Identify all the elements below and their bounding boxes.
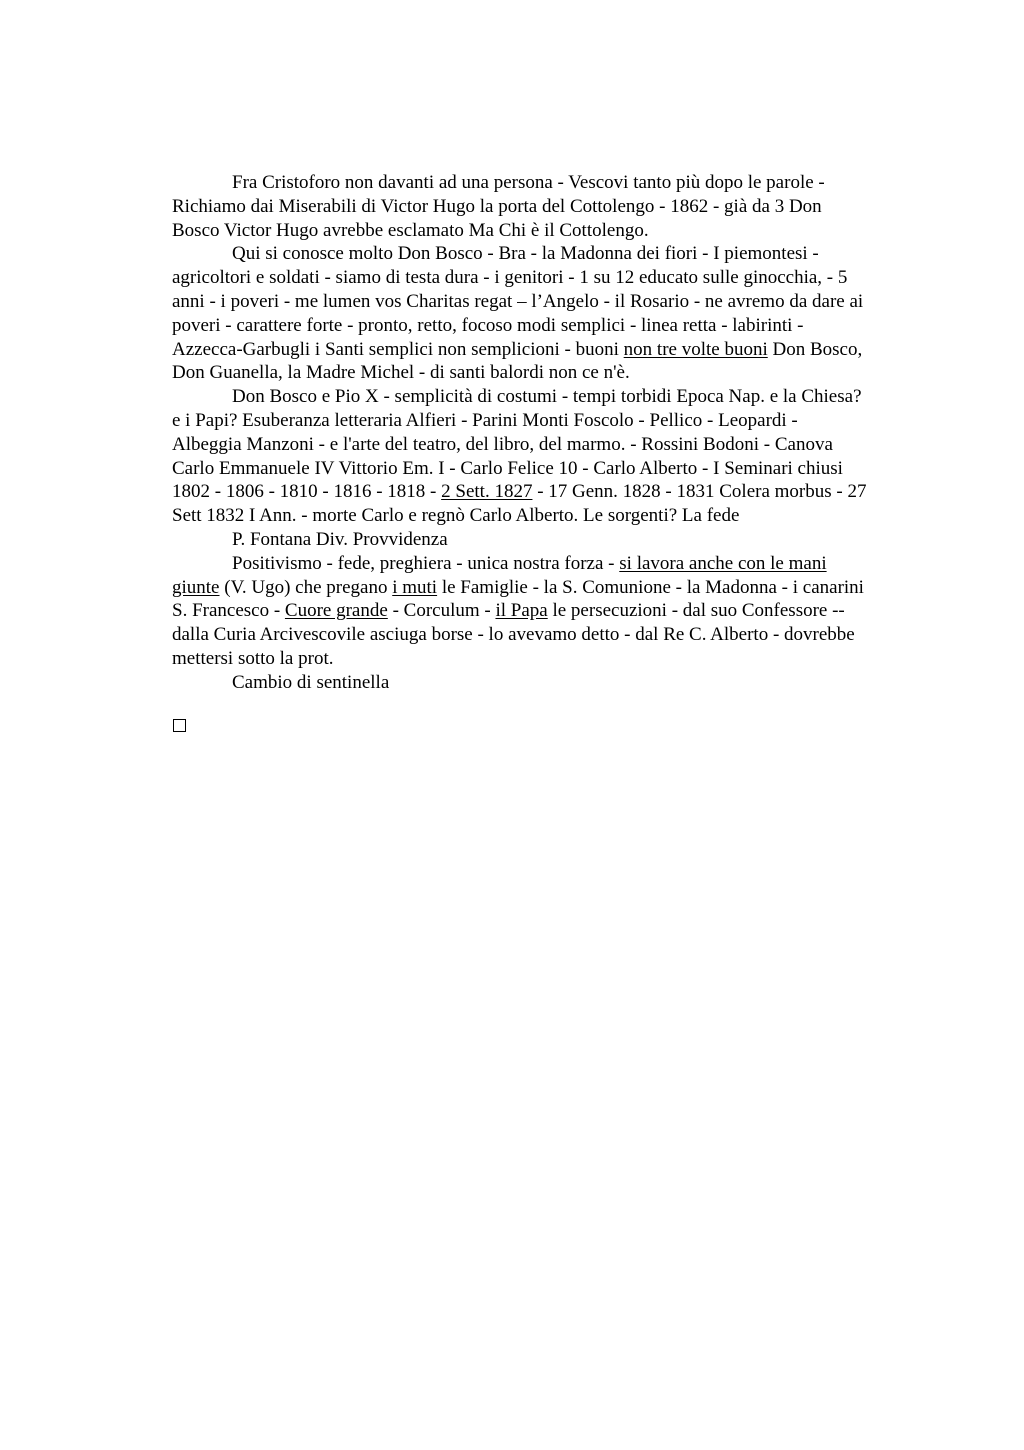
text-line [172,671,928,695]
text-segment: (V. Ugo) che pregano [219,576,393,598]
text-line [172,314,928,338]
text-segment: anni - i poveri - me lumen vos Charitas regat – l’Angelo - il Rosario - ne avremo da dare ai [172,290,864,312]
text-segment: Azzecca-Garbugli i Santi semplici non semplicioni - buoni [172,338,624,360]
text-segment: le persecuzioni - dal suo Confessore -- [547,600,845,622]
underlined-text: giunte [172,576,220,598]
document-text [172,171,928,695]
underlined-text: non tre volte buoni [623,338,768,360]
underlined-text: si lavora anche con le mani [619,552,827,574]
text-segment: dalla Curia Arcivescovile asciuga borse - lo avevamo detto - dal Re C. Alberto - dovrebbe [172,624,855,646]
text-segment: Fra Cristoforo non davanti ad una persona - Vescovi tanto più dopo le parole - [232,172,825,193]
text-segment: Cambio di sentinella [232,671,390,693]
paragraph [172,671,928,695]
text-segment: Positivismo - fede, preghiera - unica nostra forza - [232,552,620,574]
text-line [172,361,928,385]
text-segment: le Famiglie - la S. Comunione - la Madonna - i canarini [437,576,864,598]
paragraph [172,171,928,242]
text-segment: 1802 - 1806 - 1810 - 1816 - 1818 - [172,481,442,503]
text-line [172,647,928,671]
text-line [172,623,928,647]
underlined-text: il Papa [495,600,548,622]
text-line [172,457,928,481]
underlined-text: Cuore grande [284,600,388,622]
text-line [172,242,928,266]
text-segment: - Corculum - [387,600,496,622]
checkbox-icon [173,719,186,732]
text-line [172,338,928,362]
text-segment: Qui si conosce molto Don Bosco - Bra - la Madonna dei fiori - I piemontesi - [232,243,819,265]
text-line [172,171,928,195]
text-segment: Carlo Emmanuele IV Vittorio Em. I - Carlo Felice 10 - Carlo Alberto - I Seminari chiusi [172,457,843,479]
text-segment: Albeggia Manzoni - e l'arte del teatro, del libro, del marmo. - Rossini Bodoni - Canova [172,433,833,455]
paragraph [172,385,928,528]
text-segment: e i Papi? Esuberanza letteraria Alfieri - Parini Monti Foscolo - Pellico - Leopardi - [172,409,798,431]
text-segment: agricoltori e soldati - siamo di testa dura - i genitori - 1 su 12 educato sulle ginocchia, - 5 [172,267,848,289]
text-line [172,266,928,290]
text-segment: - 17 Genn. 1828 - 1831 Colera morbus - 27 [532,481,867,503]
text-line [172,433,928,457]
text-line [172,290,928,314]
text-segment: Sett 1832 I Ann. - morte Carlo e regnò Carlo Alberto. Le sorgenti? La fede [172,505,740,527]
text-segment: poveri - carattere forte - pronto, retto, focoso modi semplici - linea retta - labirinti - [172,314,804,336]
text-segment: Don Bosco e Pio X - semplicità di costumi - tempi torbidi Epoca Nap. e la Chiesa? [232,386,862,408]
text-segment: Bosco Victor Hugo avrebbe esclamato Ma Chi è il Cottolengo. [172,219,649,241]
paragraph [172,528,928,552]
text-segment: S. Francesco - [172,600,285,622]
text-line [172,219,928,243]
text-line [172,576,928,600]
text-line [172,528,928,552]
text-segment: Don Guanella, la Madre Michel - di santi balordi non ce n'è. [172,362,630,384]
text-line [172,599,928,623]
text-line [172,409,928,433]
text-line [172,504,928,528]
underlined-text: 2 Sett. 1827 [441,481,533,503]
text-line [172,480,928,504]
text-line [172,552,928,576]
text-line [172,385,928,409]
paragraph [172,242,928,385]
text-segment: Don Bosco, [767,338,863,360]
underlined-text: i muti [392,576,438,598]
text-line [172,195,928,219]
paragraph [172,552,928,671]
text-segment: P. Fontana Div. Provvidenza [232,528,448,550]
text-segment: Richiamo dai Miserabili di Victor Hugo la porta del Cottolengo - 1862 - già da 3 Don [172,195,822,217]
text-segment: mettersi sotto la prot. [172,647,334,669]
